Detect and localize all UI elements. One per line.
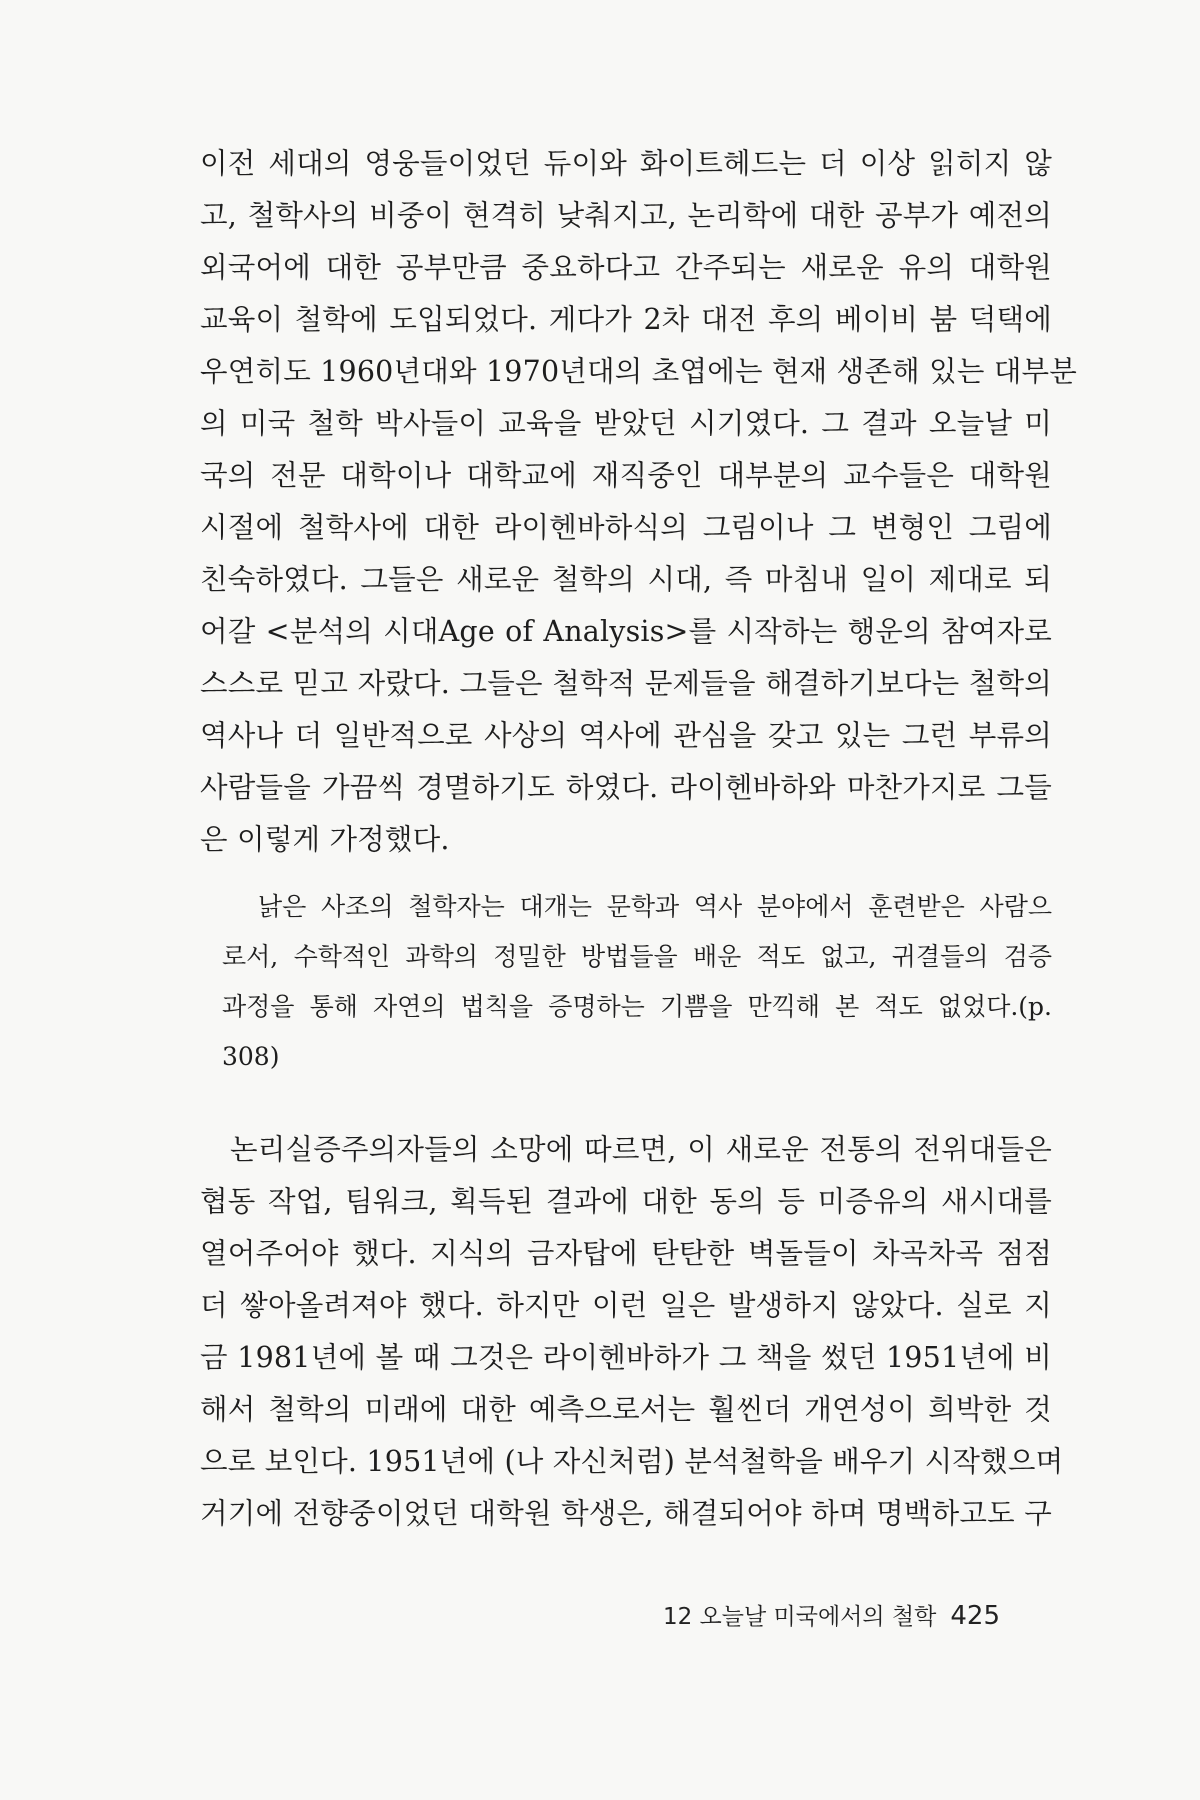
text-line: 논리실증주의자들의 소망에 따르면, 이 새로운 전통의 전위대들은 bbox=[230, 1133, 1052, 1166]
text-line: 으로 보인다. 1951년에 (나 자신처럼) 분석철학을 배우기 시작했으며 bbox=[200, 1445, 1064, 1478]
quote-line: 로서, 수학적인 과학의 정밀한 방법들을 배운 적도 없고, 귀결들의 검증 bbox=[222, 942, 1052, 971]
running-head: 12 오늘날 미국에서의 철학 bbox=[662, 1604, 937, 1630]
quote-line: 낡은 사조의 철학자는 대개는 문학과 역사 분야에서 훈련받은 사람으 bbox=[258, 892, 1052, 921]
text-line: 외국어에 대한 공부만큼 중요하다고 간주되는 새로운 유의 대학원 bbox=[200, 251, 1052, 284]
text-line: 친숙하였다. 그들은 새로운 철학의 시대, 즉 마침내 일이 제대로 되 bbox=[200, 563, 1052, 596]
text-line: 거기에 전향중이었던 대학원 학생은, 해결되어야 하며 명백하고도 구 bbox=[200, 1497, 1052, 1530]
quote-line: 과정을 통해 자연의 법칙을 증명하는 기쁨을 만끽해 본 적도 없었다.(p. bbox=[222, 992, 1052, 1021]
text-line: 우연히도 1960년대와 1970년대의 초엽에는 현재 생존해 있는 대부분 bbox=[200, 355, 1078, 388]
paragraph-2 bbox=[200, 1124, 1064, 1540]
text-line: 역사나 더 일반적으로 사상의 역사에 관심을 갖고 있는 그런 부류의 bbox=[200, 719, 1052, 752]
block-quote bbox=[222, 882, 1052, 1082]
text-line: 열어주어야 했다. 지식의 금자탑에 탄탄한 벽돌들이 차곡차곡 점점 bbox=[200, 1237, 1052, 1270]
text-line: 해서 철학의 미래에 대한 예측으로서는 훨씬더 개연성이 희박한 것 bbox=[200, 1393, 1052, 1426]
text-line: 더 쌓아올려져야 했다. 하지만 이런 일은 발생하지 않았다. 실로 지 bbox=[200, 1289, 1052, 1322]
text-line: 사람들을 가끔씩 경멸하기도 하였다. 라이헨바하와 마찬가지로 그들 bbox=[200, 771, 1052, 804]
text-line: 교육이 철학에 도입되었다. 게다가 2차 대전 후의 베이비 붐 덕택에 bbox=[200, 303, 1052, 336]
text-line: 시절에 철학사에 대한 라이헨바하식의 그림이나 그 변형인 그림에 bbox=[200, 511, 1052, 544]
text-line: 국의 전문 대학이나 대학교에 재직중인 대부분의 교수들은 대학원 bbox=[200, 459, 1052, 492]
text-line: 은 이렇게 가정했다. bbox=[200, 823, 450, 856]
text-line: 고, 철학사의 비중이 현격히 낮춰지고, 논리학에 대한 공부가 예전의 bbox=[200, 199, 1052, 232]
text-line: 협동 작업, 팀워크, 획득된 결과에 대한 동의 등 미증유의 새시대를 bbox=[200, 1185, 1052, 1218]
text-line: 이전 세대의 영웅들이었던 듀이와 화이트헤드는 더 이상 읽히지 않 bbox=[200, 147, 1052, 180]
text-line: 어갈 <분석의 시대Age of Analysis>를 시작하는 행운의 참여자로 bbox=[200, 615, 1052, 648]
quote-line: 308) bbox=[222, 1042, 280, 1071]
text-line: 의 미국 철학 박사들이 교육을 받았던 시기였다. 그 결과 오늘날 미 bbox=[200, 407, 1052, 440]
text-line: 금 1981년에 볼 때 그것은 라이헨바하가 그 책을 썼던 1951년에 비 bbox=[200, 1341, 1052, 1374]
paragraph-1 bbox=[200, 138, 1078, 866]
page-footer bbox=[663, 1598, 1000, 1631]
text-line: 스스로 믿고 자랐다. 그들은 철학적 문제들을 해결하기보다는 철학의 bbox=[200, 667, 1052, 700]
page-number: 425 bbox=[950, 1601, 1000, 1631]
